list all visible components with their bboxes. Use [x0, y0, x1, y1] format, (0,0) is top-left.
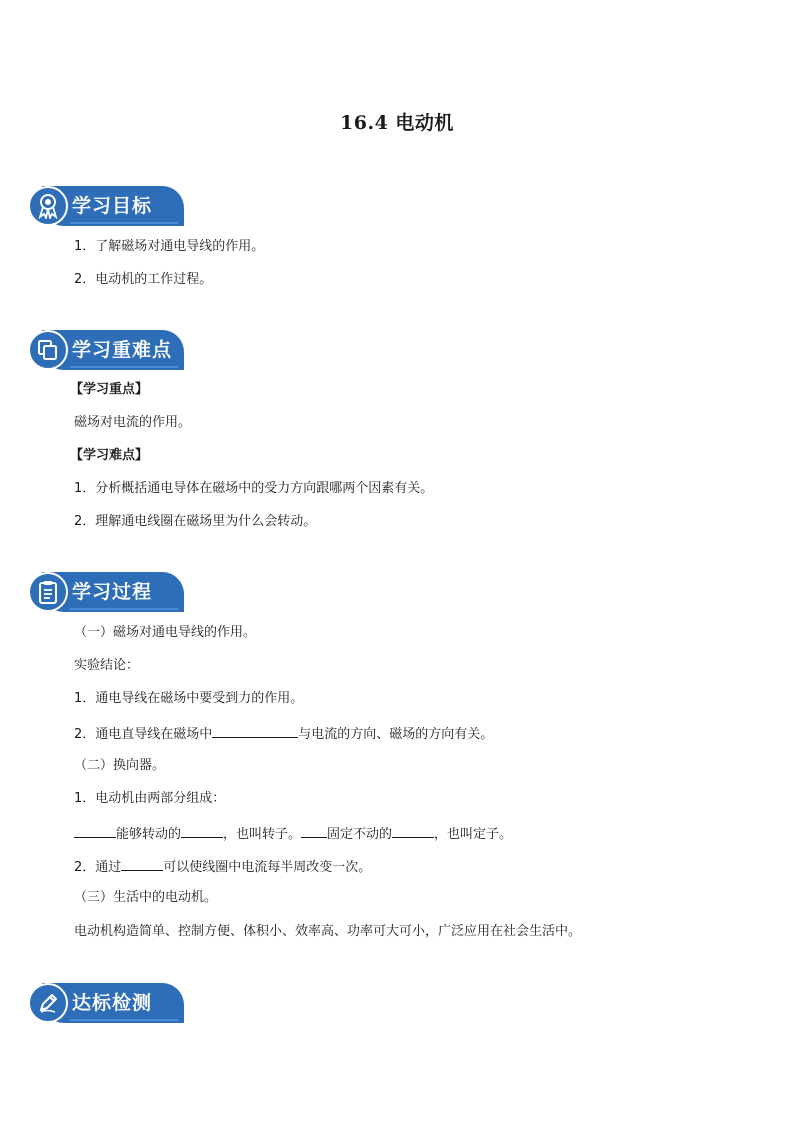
- life-text: 电动机构造简单、控制方便、体积小、效率高、功率可大可小，广泛应用在社会生活中。: [74, 924, 582, 939]
- focus-label: 【学习重点】: [70, 382, 149, 397]
- fill-blank[interactable]: [392, 823, 434, 838]
- objective-item-2: 2．电动机的工作过程。: [74, 272, 213, 287]
- difficulty-item-2: 2．理解通电线圈在磁场里为什么会转动。: [74, 514, 317, 529]
- fill-blank[interactable]: [121, 856, 163, 871]
- fill-blank[interactable]: [212, 723, 298, 738]
- page-title: 16.4 电动机: [340, 112, 454, 134]
- stacked-pages-icon: [28, 330, 68, 370]
- parts-seg3: 固定不动的: [327, 827, 393, 842]
- commutator-line: [74, 856, 371, 877]
- process-part2-title: （二）换向器。: [74, 758, 166, 773]
- conclusion-2-suffix: 与电流的方向、磁场的方向有关。: [298, 727, 494, 742]
- section-banner-process: [28, 572, 184, 612]
- objective-item-1: 1．了解磁场对通电导线的作用。: [74, 239, 265, 254]
- conclusion-item-2: [74, 723, 493, 744]
- section-heading-objectives: 学习目标: [72, 195, 153, 217]
- process-part3-title: （三）生活中的电动机。: [74, 890, 218, 905]
- motor-parts-intro: 1．电动机由两部分组成：: [74, 791, 226, 806]
- section-heading-process: 学习过程: [72, 581, 153, 603]
- conclusion-label: 实验结论：: [74, 658, 140, 673]
- section-heading-key-points: 学习重难点: [72, 339, 173, 361]
- section-heading-test: 达标检测: [72, 992, 153, 1014]
- commutator-suffix: 可以使线圈中电流每半周改变一次。: [163, 860, 372, 875]
- section-banner-objectives: [28, 186, 184, 226]
- pencil-icon: [28, 983, 68, 1023]
- commutator-prefix: 2．通过: [74, 860, 122, 875]
- award-ribbon-icon: [28, 186, 68, 226]
- section-banner-key-points: [28, 330, 184, 370]
- conclusion-item-1: 1．通电导线在磁场中要受到力的作用。: [74, 691, 304, 706]
- fill-blank[interactable]: [301, 823, 327, 838]
- fill-blank[interactable]: [74, 823, 116, 838]
- parts-seg4: ，也叫定子。: [434, 827, 513, 842]
- motor-parts-blanks: [74, 823, 512, 844]
- parts-seg1: 能够转动的: [116, 827, 182, 842]
- difficulty-label: 【学习难点】: [70, 448, 149, 463]
- parts-seg2: ，也叫转子。: [223, 827, 302, 842]
- focus-text: 磁场对电流的作用。: [74, 415, 192, 430]
- difficulty-item-1: 1．分析概括通电导体在磁场中的受力方向跟哪两个因素有关。: [74, 481, 434, 496]
- fill-blank[interactable]: [181, 823, 223, 838]
- process-part1-title: （一）磁场对通电导线的作用。: [74, 625, 257, 640]
- conclusion-2-prefix: 2．通电直导线在磁场中: [74, 727, 213, 742]
- section-banner-test: [28, 983, 184, 1023]
- clipboard-list-icon: [28, 572, 68, 612]
